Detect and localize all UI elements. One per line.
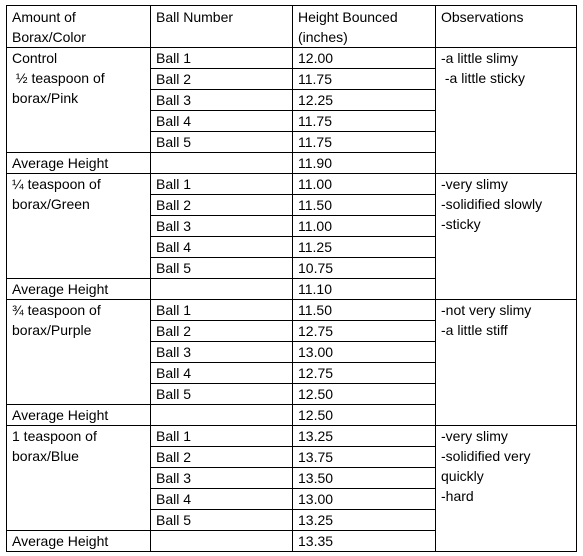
height-cell: 11.25 — [293, 237, 436, 258]
group-label-line: borax/Purple — [12, 322, 92, 338]
table-row — [7, 426, 577, 447]
ball-number-cell: Ball 1 — [151, 174, 293, 195]
group-label-line: borax/Green — [12, 196, 90, 212]
average-label: Average Height — [7, 531, 151, 552]
group-label-line: borax/Blue — [12, 448, 79, 464]
ball-number-cell: Ball 5 — [151, 384, 293, 405]
height-cell: 13.75 — [293, 447, 436, 468]
height-cell: 12.00 — [293, 48, 436, 69]
header-observations: Observations — [436, 6, 577, 48]
observation-line: -not very slimy — [441, 302, 532, 318]
table-row — [7, 174, 577, 195]
group-label-line: borax/Pink — [12, 90, 79, 106]
observations-cell — [436, 300, 577, 426]
group-label-line: ¼ teaspoon of — [12, 176, 101, 192]
empty-cell — [151, 405, 293, 426]
empty-cell — [151, 531, 293, 552]
observation-line: -a little stiff — [441, 322, 508, 338]
observations-cell — [436, 426, 577, 552]
ball-number-cell: Ball 4 — [151, 489, 293, 510]
header-ball-number: Ball Number — [151, 6, 293, 48]
ball-number-cell: Ball 5 — [151, 258, 293, 279]
height-cell: 12.50 — [293, 384, 436, 405]
group-label-line: ¾ teaspoon of — [12, 302, 101, 318]
table-body — [7, 48, 577, 552]
observations-cell — [436, 174, 577, 300]
observation-line: -very slimy — [441, 428, 508, 444]
empty-cell — [151, 153, 293, 174]
height-cell: 11.75 — [293, 132, 436, 153]
height-cell: 11.50 — [293, 195, 436, 216]
height-cell: 13.25 — [293, 510, 436, 531]
observation-line: -solidified very — [441, 448, 531, 464]
height-cell: 12.75 — [293, 363, 436, 384]
group-label-line: ½ teaspoon of — [12, 70, 105, 86]
observations-cell — [436, 48, 577, 174]
observation-line: quickly — [441, 468, 484, 484]
height-cell: 13.00 — [293, 489, 436, 510]
observation-line: -very slimy — [441, 176, 508, 192]
average-value: 13.35 — [293, 531, 436, 552]
observation-line: -solidified slowly — [441, 196, 543, 212]
ball-number-cell: Ball 5 — [151, 510, 293, 531]
group-label-line: 1 teaspoon of — [12, 428, 97, 444]
bounce-results-table — [6, 5, 577, 552]
group-label — [7, 174, 151, 279]
height-cell: 10.75 — [293, 258, 436, 279]
ball-number-cell: Ball 4 — [151, 111, 293, 132]
height-cell: 11.75 — [293, 111, 436, 132]
average-label: Average Height — [7, 153, 151, 174]
group-label — [7, 426, 151, 531]
height-cell: 12.25 — [293, 90, 436, 111]
group-label — [7, 300, 151, 405]
height-cell: 13.00 — [293, 342, 436, 363]
ball-number-cell: Ball 2 — [151, 447, 293, 468]
table-row — [7, 48, 577, 69]
observation-line: -hard — [441, 488, 474, 504]
observation-line: -a little sticky — [441, 70, 526, 86]
empty-cell — [151, 279, 293, 300]
ball-number-cell: Ball 3 — [151, 468, 293, 489]
header-amount-color: Amount of Borax/Color — [7, 6, 151, 48]
height-cell: 11.00 — [293, 174, 436, 195]
ball-number-cell: Ball 2 — [151, 69, 293, 90]
height-cell: 13.25 — [293, 426, 436, 447]
ball-number-cell: Ball 5 — [151, 132, 293, 153]
average-label: Average Height — [7, 405, 151, 426]
group-label-line: Control — [12, 50, 58, 66]
ball-number-cell: Ball 3 — [151, 342, 293, 363]
average-value: 12.50 — [293, 405, 436, 426]
header-row — [7, 6, 577, 48]
ball-number-cell: Ball 1 — [151, 48, 293, 69]
header-height-bounced: Height Bounced (inches) — [293, 6, 436, 48]
ball-number-cell: Ball 1 — [151, 426, 293, 447]
height-cell: 12.75 — [293, 321, 436, 342]
ball-number-cell: Ball 2 — [151, 195, 293, 216]
height-cell: 11.00 — [293, 216, 436, 237]
observation-line: -a little slimy — [441, 50, 519, 66]
ball-number-cell: Ball 3 — [151, 216, 293, 237]
table-row — [7, 300, 577, 321]
observation-line: -sticky — [441, 216, 481, 232]
ball-number-cell: Ball 4 — [151, 237, 293, 258]
group-label — [7, 48, 151, 153]
ball-number-cell: Ball 1 — [151, 300, 293, 321]
ball-number-cell: Ball 3 — [151, 90, 293, 111]
height-cell: 11.50 — [293, 300, 436, 321]
ball-number-cell: Ball 2 — [151, 321, 293, 342]
average-value: 11.10 — [293, 279, 436, 300]
average-label: Average Height — [7, 279, 151, 300]
average-value: 11.90 — [293, 153, 436, 174]
ball-number-cell: Ball 4 — [151, 363, 293, 384]
height-cell: 11.75 — [293, 69, 436, 90]
height-cell: 13.50 — [293, 468, 436, 489]
